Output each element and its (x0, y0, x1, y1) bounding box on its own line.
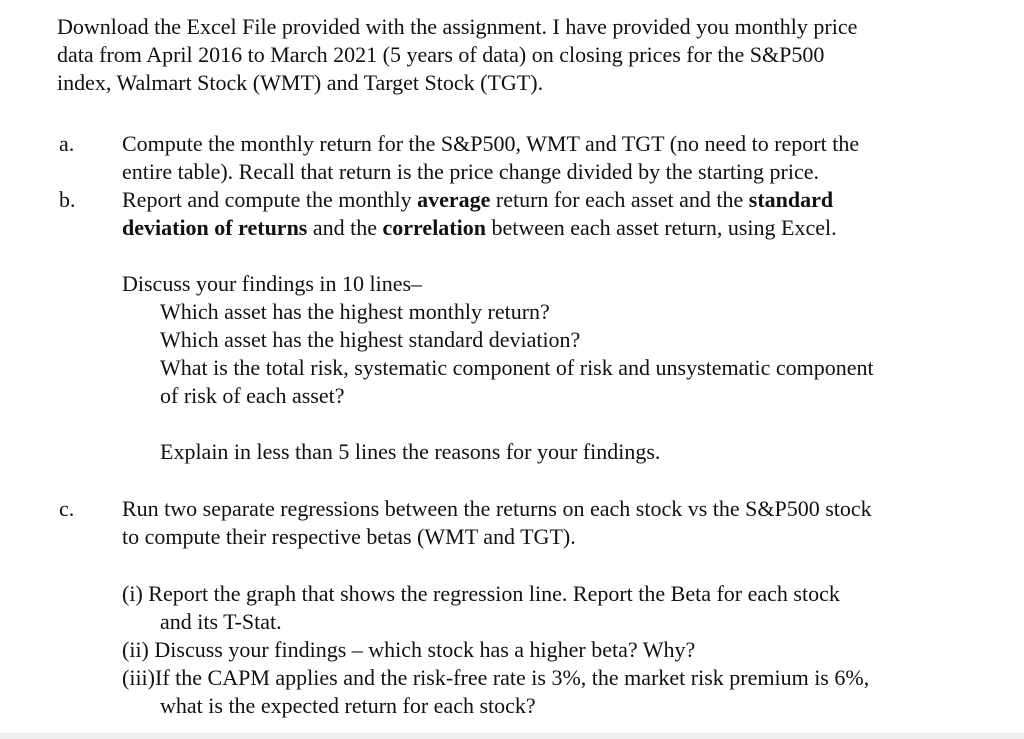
item-c-label: c. (59, 496, 75, 521)
item-a-line: entire table). Recall that return is the price change divided by the starting price. (122, 159, 820, 184)
intro-line: data from April 2016 to March 2021 (5 years of data) on closing prices for the S&P500 (57, 42, 825, 67)
discuss-section (122, 270, 1002, 410)
sub-item-iii-cont: what is the expected return for each stock? (160, 693, 536, 718)
item-a-text (122, 130, 1002, 186)
intro-line: index, Walmart Stock (WMT) and Target Stock (TGT). (57, 70, 544, 95)
item-c-line: Run two separate regressions between the returns on each stock vs the S&P500 stock (122, 496, 872, 521)
item-b-text-run: and the (307, 215, 383, 240)
discuss-title: Discuss your findings in 10 lines– (122, 271, 423, 296)
item-b-text-run: return for each asset and the (490, 187, 749, 212)
item-c-line: to compute their respective betas (WMT and TGT). (122, 524, 576, 549)
intro-line: Download the Excel File provided with the assignment. I have provided you monthly price (57, 14, 858, 39)
item-c-text (122, 495, 1002, 551)
discuss-question: of risk of each asset? (160, 383, 345, 408)
discuss-question: Which asset has the highest monthly return? (160, 299, 550, 324)
item-b-text (122, 186, 1002, 242)
intro-paragraph (57, 13, 987, 97)
item-b-bold-correlation: correlation (382, 215, 486, 240)
item-a-label: a. (59, 131, 75, 156)
item-b-line-2 (122, 214, 1002, 242)
page-bottom-edge (0, 733, 1024, 739)
sub-item-iii: (iii)If the CAPM applies and the risk-free rate is 3%, the market risk premium is 6%, (122, 665, 870, 690)
item-b-text-run: Report and compute the monthly (122, 187, 418, 212)
explain-line: Explain in less than 5 lines the reasons for your findings. (160, 439, 661, 464)
discuss-question: Which asset has the highest standard deviation? (160, 327, 581, 352)
item-b-line-1 (122, 186, 1002, 214)
item-c-subitems (122, 580, 1002, 720)
discuss-question: What is the total risk, systematic component of risk and unsystematic component (160, 355, 874, 380)
item-b-bold-average: average (417, 187, 491, 212)
item-b-label: b. (59, 187, 76, 212)
sub-item-i: (i) Report the graph that shows the regression line. Report the Beta for each stock (122, 581, 840, 606)
sub-item-ii: (ii) Discuss your findings – which stock has a higher beta? Why? (122, 637, 696, 662)
explain-section (122, 438, 1002, 466)
item-a-line: Compute the monthly return for the S&P500, WMT and TGT (no need to report the (122, 131, 860, 156)
sub-item-i-cont: and its T-Stat. (160, 609, 282, 634)
item-b-bold-deviation: deviation of returns (122, 215, 308, 240)
item-b-text-run: between each asset return, using Excel. (485, 215, 837, 240)
item-b-bold-standard: standard (748, 187, 834, 212)
